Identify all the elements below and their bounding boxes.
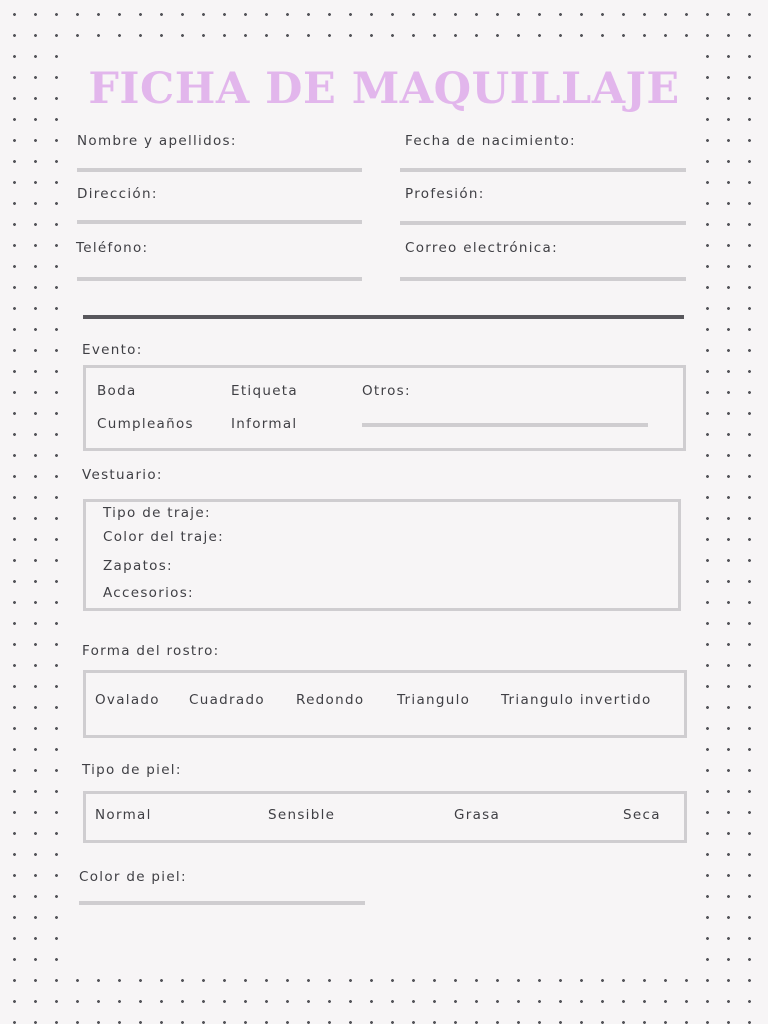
direccion-field[interactable]	[77, 220, 362, 224]
rostro-option-cuadrado[interactable]: Cuadrado	[189, 692, 265, 708]
fecha-nacimiento-label: Fecha de nacimiento:	[405, 133, 576, 149]
zapatos-label: Zapatos:	[103, 558, 173, 574]
rostro-option-triangulo[interactable]: Triangulo	[397, 692, 471, 708]
evento-option-otros[interactable]: Otros:	[362, 383, 411, 399]
rostro-option-triangulo-invertido[interactable]: Triangulo invertido	[501, 692, 652, 708]
otros-field[interactable]	[362, 423, 648, 427]
profesion-field[interactable]	[400, 221, 686, 225]
evento-box	[83, 365, 686, 451]
nombre-label: Nombre y apellidos:	[77, 133, 237, 149]
piel-option-grasa[interactable]: Grasa	[454, 807, 501, 823]
rostro-option-ovalado[interactable]: Ovalado	[95, 692, 160, 708]
telefono-field[interactable]	[77, 277, 362, 281]
vestuario-label: Vestuario:	[82, 467, 163, 483]
nombre-field[interactable]	[77, 168, 362, 172]
piel-option-sensible[interactable]: Sensible	[268, 807, 336, 823]
evento-option-cumpleanos[interactable]: Cumpleaños	[97, 416, 194, 432]
profesion-label: Profesión:	[405, 186, 485, 202]
forma-rostro-label: Forma del rostro:	[82, 643, 220, 659]
tipo-piel-label: Tipo de piel:	[82, 762, 182, 778]
piel-option-seca[interactable]: Seca	[623, 807, 661, 823]
evento-option-boda[interactable]: Boda	[97, 383, 137, 399]
evento-label: Evento:	[82, 342, 143, 358]
telefono-label: Teléfono:	[76, 240, 149, 256]
piel-option-normal[interactable]: Normal	[95, 807, 152, 823]
tipo-traje-label: Tipo de traje:	[103, 505, 211, 521]
color-piel-label: Color de piel:	[79, 869, 187, 885]
color-piel-field[interactable]	[79, 901, 365, 905]
correo-label: Correo electrónica:	[405, 240, 558, 256]
evento-option-informal[interactable]: Informal	[231, 416, 298, 432]
tipo-piel-box	[83, 791, 687, 843]
accesorios-label: Accesorios:	[103, 585, 194, 601]
correo-field[interactable]	[400, 277, 686, 281]
color-traje-label: Color del traje:	[103, 529, 224, 545]
page-title: FICHA DE MAQUILLAJE	[88, 64, 680, 114]
direccion-label: Dirección:	[77, 186, 158, 202]
rostro-option-redondo[interactable]: Redondo	[296, 692, 365, 708]
fecha-nacimiento-field[interactable]	[400, 168, 686, 172]
evento-option-etiqueta[interactable]: Etiqueta	[231, 383, 298, 399]
section-divider	[83, 315, 684, 319]
